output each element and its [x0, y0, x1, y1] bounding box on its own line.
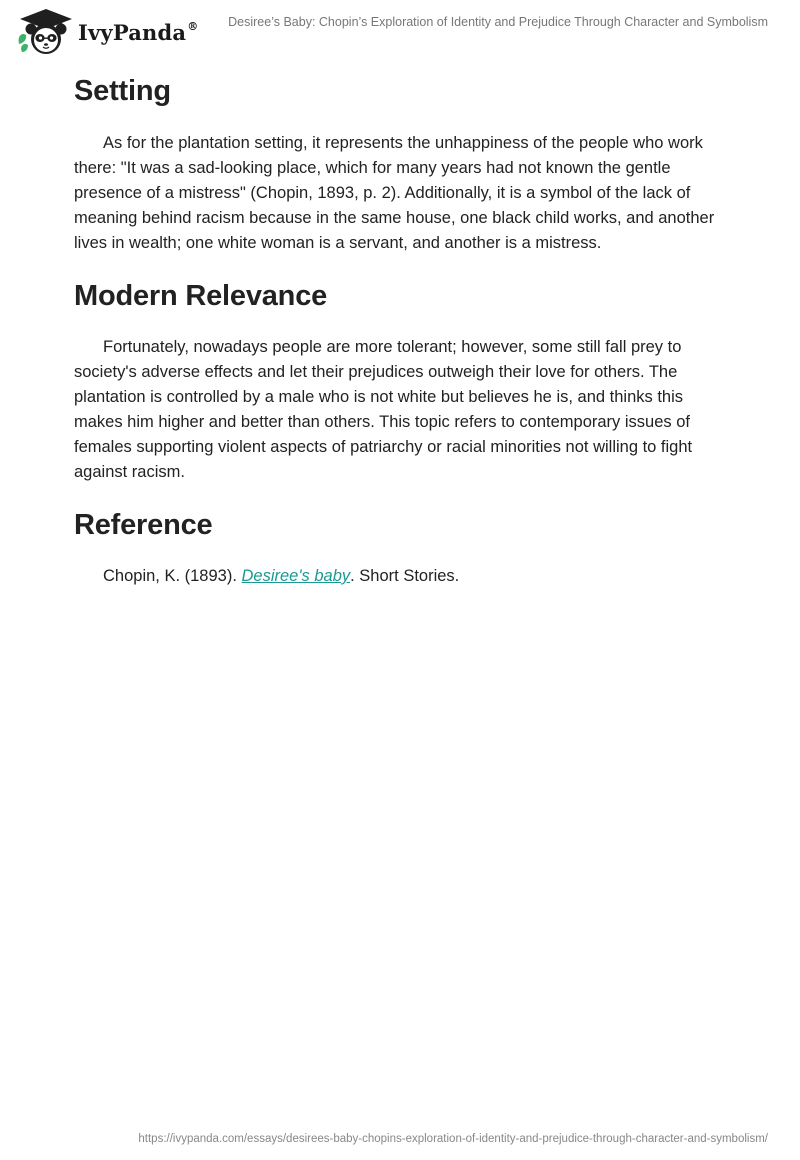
reference-prefix: Chopin, K. (1893). [103, 567, 242, 585]
heading-modern-relevance: Modern Relevance [74, 280, 328, 312]
panda-graduate-icon [16, 8, 76, 56]
document-title: Desiree’s Baby: Chopin’s Exploration of Identity and Prejudice Through Character and Symbolism [228, 15, 768, 29]
registered-mark: ® [187, 20, 199, 33]
reference-entry [74, 564, 734, 589]
section-setting [74, 72, 734, 256]
reference-suffix: . Short Stories. [350, 567, 460, 585]
paragraph-modern-relevance: Fortunately, nowadays people are more tolerant; however, some still fall prey to society's adverse effects and let their prejudices outweigh their love for others. The plantation is controlled by a male who is not white but believes he is, and thinks this makes him higher and better than others. This topic refers to contemporary issues of females supporting violent aspects of patriarchy or racial minorities not willing to fight against racism. [74, 338, 693, 481]
essay-content [74, 72, 734, 589]
logo-wordmark: IvyPanda [78, 20, 187, 45]
footer-url[interactable]: https://ivypanda.com/essays/desirees-baby-chopins-exploration-of-identity-and-prejudice-through-character-and-symbolism/ [138, 1133, 768, 1145]
heading-reference: Reference [74, 509, 213, 541]
ivypanda-logo[interactable] [16, 8, 206, 56]
page-header [0, 0, 800, 64]
heading-setting: Setting [74, 75, 171, 107]
section-modern-relevance [74, 277, 734, 485]
reference-link[interactable]: Desiree's baby [241, 567, 351, 585]
section-reference [74, 506, 734, 589]
paragraph-setting: As for the plantation setting, it represents the unhappiness of the people who work there: "It was a sad-looking place, which for many years had not known the gentle presence of a mistress" (Chopin, 1893, p. 2). Additionally, it is a symbol of the lack of meaning behind racism because in the same house, one black child works, and another lives in wealth; one white woman is a servant, and another is a mistress. [74, 134, 715, 252]
